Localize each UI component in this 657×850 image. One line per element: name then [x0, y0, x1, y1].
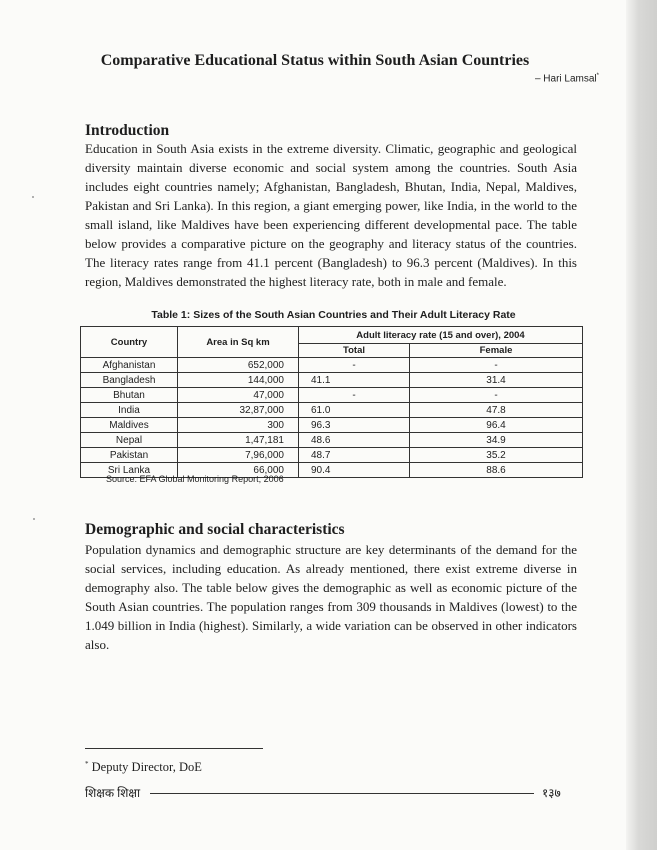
header-country: Country — [81, 327, 178, 358]
cell-female: 34.9 — [410, 433, 583, 448]
cell-area: 47,000 — [178, 388, 299, 403]
cell-female: 88.6 — [410, 463, 583, 478]
footnote-text: Deputy Director, DoE — [91, 760, 202, 775]
footer-journal-name: शिक्षक शिक्षा — [85, 786, 141, 800]
author-name: – Hari Lamsal — [534, 73, 597, 85]
table-row — [81, 448, 583, 463]
cell-female: - — [410, 358, 583, 373]
author-byline — [535, 73, 599, 84]
header-literacy-group: Adult literacy rate (15 and over), 2004 — [299, 327, 583, 344]
footer-divider — [150, 793, 534, 794]
cell-total: - — [299, 358, 410, 373]
cell-country: Nepal — [81, 433, 178, 448]
cell-area: 300 — [178, 418, 299, 433]
table-caption: Table 1: Sizes of the South Asian Countries and Their Adult Literacy Rate — [151, 309, 516, 321]
cell-female: - — [410, 388, 583, 403]
cell-country: Pakistan — [81, 448, 178, 463]
cell-area: 66,000 — [178, 463, 299, 478]
cell-total: 48.6 — [299, 433, 410, 448]
cell-country: Afghanistan — [81, 358, 178, 373]
table-row — [81, 358, 583, 373]
demographic-paragraph: Population dynamics and demographic structure are key determinants of the demand for the social services, including education. As already mentioned, there exist extreme diverse in demography also. The table below gives the demographic as well as economic picture of the South Asian countries. The population ranges from 309 thousands in Maldives (lowest) to the 1.049 billion in India (highest). Similarly, a wide variation can be observed in other indicators also. — [85, 542, 577, 652]
cell-total: 41.1 — [299, 373, 410, 388]
scan-speck — [32, 196, 34, 198]
literacy-table — [80, 326, 583, 478]
cell-area: 1,47,181 — [178, 433, 299, 448]
table-row — [81, 433, 583, 448]
header-total: Total — [299, 344, 410, 358]
cell-total: 61.0 — [299, 403, 410, 418]
page-number: १३७ — [542, 786, 561, 800]
introduction-heading: Introduction — [85, 122, 170, 139]
table-source-note: Source: EFA Global Monitoring Report, 2006 — [106, 474, 284, 484]
cell-area: 652,000 — [178, 358, 299, 373]
footnote-divider — [85, 748, 263, 749]
cell-area: 144,000 — [178, 373, 299, 388]
author-footnote-mark: * — [596, 73, 599, 79]
header-area: Area in Sq km — [178, 327, 299, 358]
footnote — [85, 760, 202, 775]
table-row — [81, 373, 583, 388]
demographic-heading: Demographic and social characteristics — [85, 521, 345, 538]
table-row — [81, 418, 583, 433]
cell-total: - — [299, 388, 410, 403]
cell-female: 96.4 — [410, 418, 583, 433]
scan-speck — [33, 518, 35, 520]
cell-female: 35.2 — [410, 448, 583, 463]
table-row — [81, 403, 583, 418]
cell-country: Maldives — [81, 418, 178, 433]
cell-area: 32,87,000 — [178, 403, 299, 418]
page-edge-shadow — [626, 0, 657, 850]
cell-total: 90.4 — [299, 463, 410, 478]
cell-area: 7,96,000 — [178, 448, 299, 463]
cell-country: Sri Lanka — [81, 463, 178, 478]
cell-country: Bangladesh — [81, 373, 178, 388]
table-row — [81, 388, 583, 403]
article-title: Comparative Educational Status within South Asian Countries — [100, 52, 530, 69]
header-female: Female — [410, 344, 583, 358]
cell-country: India — [81, 403, 178, 418]
introduction-paragraph: Education in South Asia exists in the extreme diversity. Climatic, geographic and geological diversity maintain diverse economic and social system among the countries. South Asia includes eight countries namely; Afghanistan, Bangladesh, Bhutan, India, Nepal, Maldives, Pakistan and Sri Lanka). In this region, a giant emerging power, like India, in the world to the small island, like Maldives have been experiencing different developmental pace. The table below provides a comparative picture on the geography and literacy status of the countries. The literacy rates range from 41.1 percent (Bangladesh) to 96.3 percent (Maldives). In this region, Maldives demonstrated the highest literacy rate, both in male and female. — [85, 141, 577, 289]
cell-female: 31.4 — [410, 373, 583, 388]
cell-female: 47.8 — [410, 403, 583, 418]
footnote-mark: * — [85, 760, 89, 768]
cell-total: 48.7 — [299, 448, 410, 463]
cell-total: 96.3 — [299, 418, 410, 433]
cell-country: Bhutan — [81, 388, 178, 403]
